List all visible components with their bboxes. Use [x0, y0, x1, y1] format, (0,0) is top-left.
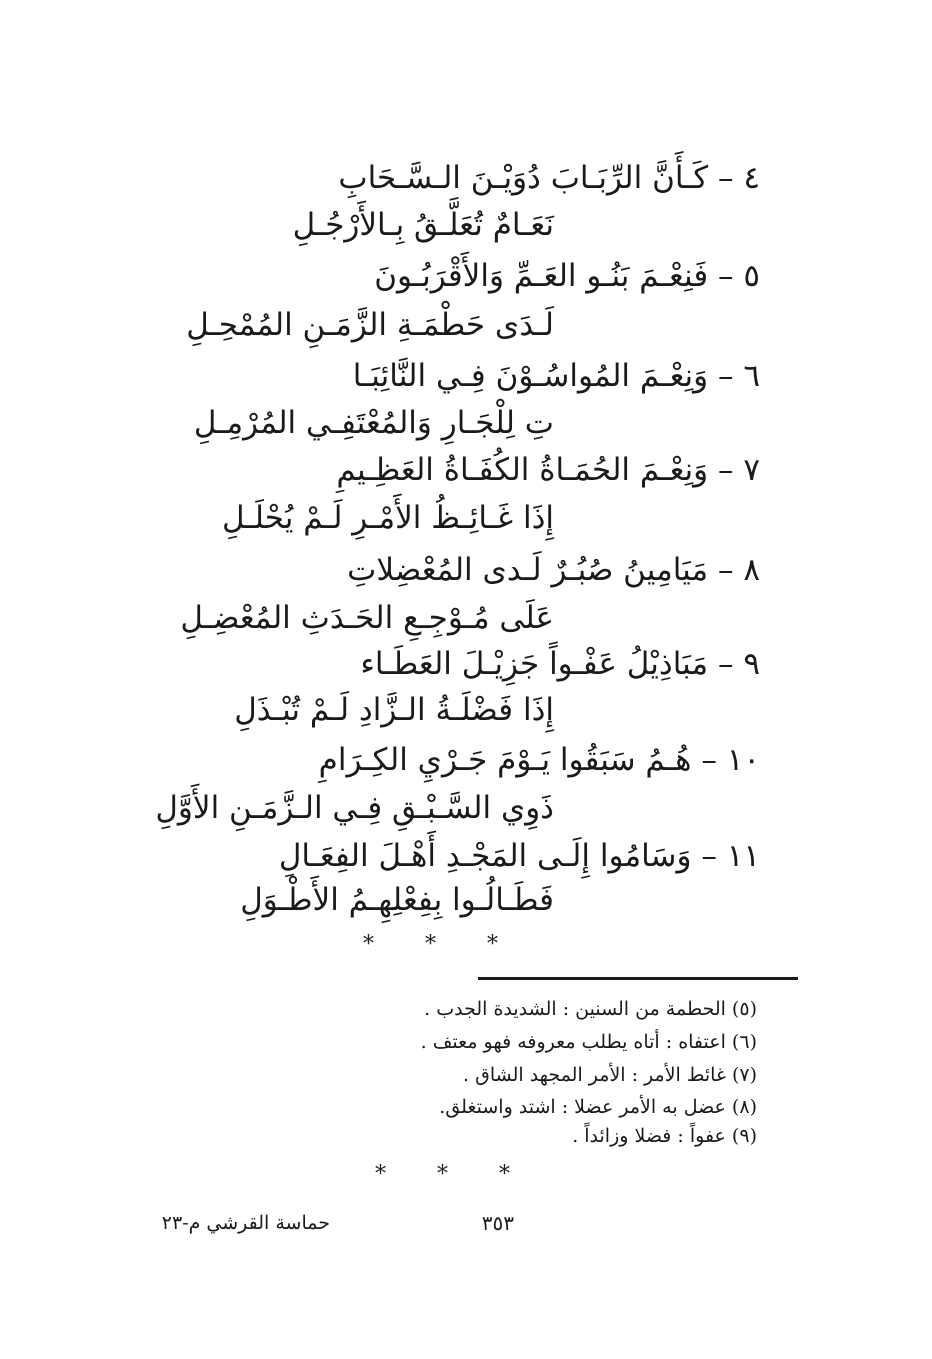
verse-10-second-hemistich: ذَوِي السَّـبْـقِ فِـي الـزَّمَـنِ الأَوَّلِ [155, 790, 554, 826]
verse-9-first-hemistich: ٩ – مَبَاذِيْلُ عَفْـواً جَزِيْـلَ العَطَـاء [360, 646, 760, 682]
verse-7-second-hemistich: إِذَا غَـائِـظُ الأَمْـرِ لَـمْ يُحْلَـلِ [221, 500, 554, 536]
section-separator-stars: * * * [363, 932, 520, 957]
footnote-separator-stars: * * * [375, 1162, 532, 1187]
footnote-5: (٥) الحطمة من السنين : الشديدة الجدب . [424, 998, 757, 1020]
footnote-8: (٨) عضل به الأمر عضلا : اشتد واستغلق. [439, 1096, 757, 1118]
verse-10-first-hemistich: ١٠ – هُـمُ سَبَقُوا يَـوْمَ جَـرْيِ الكِـرَامِ [318, 742, 760, 778]
footnote-9: (٩) عفواً : فضلا وزائداً . [572, 1125, 757, 1147]
running-footer: حماسة القرشي م-٢٣ [161, 1212, 330, 1234]
footnote-6: (٦) اعتفاه : أتاه يطلب معروفه فهو معتف . [420, 1031, 757, 1053]
verse-11-second-hemistich: فَطَـالُـوا بِفِعْلِهِـمُ الأَطْـوَلِ [240, 882, 554, 918]
verse-4-first-hemistich: ٤ – كَـأَنَّ الرِّبَـابَ دُوَيْـنَ الـسَّـحَابِ [338, 160, 760, 196]
footnote-7: (٧) غائط الأمر : الأمر المجهد الشاق . [463, 1064, 757, 1086]
verse-11-first-hemistich: ١١ – وَسَامُوا إِلَـى المَجْـدِ أَهْـلَ الفِعَـالِ [278, 838, 760, 874]
footnote-rule [478, 977, 798, 980]
verse-9-second-hemistich: إِذَا فَضْلَـةُ الـزَّادِ لَـمْ تُبْـذَلِ [234, 692, 554, 728]
page-number: ٣٥٣ [481, 1211, 514, 1235]
verse-4-second-hemistich: نَعَـامٌ تُعَلَّـقُ بِـالأَرْجُـلِ [292, 207, 554, 243]
verse-7-first-hemistich: ٧ – وَنِعْـمَ الحُمَـاةُ الكُفَـاةُ العَظِـيمِ [336, 452, 760, 488]
verse-6-second-hemistich: تِ لِلْجَـارِ وَالمُعْتَفِـي المُرْمِـلِ [193, 405, 554, 441]
verse-5-second-hemistich: لَـدَى حَطْمَـةِ الزَّمَـنِ المُمْحِـلِ [186, 307, 554, 343]
verse-6-first-hemistich: ٦ – وَنِعْـمَ المُواسُـوْنَ فِـي النَّائِبَـا [352, 358, 760, 394]
verse-5-first-hemistich: ٥ – فَنِعْـمَ بَنُـو العَـمِّ وَالأَقْرَبُـونَ [374, 258, 760, 294]
verse-8-first-hemistich: ٨ – مَيَامِينُ صُبُـرٌ لَـدى المُعْضِلاتِ [347, 552, 760, 588]
verse-8-second-hemistich: عَلَى مُـوْجِـعِ الحَـدَثِ المُعْضِـلِ [180, 600, 554, 636]
